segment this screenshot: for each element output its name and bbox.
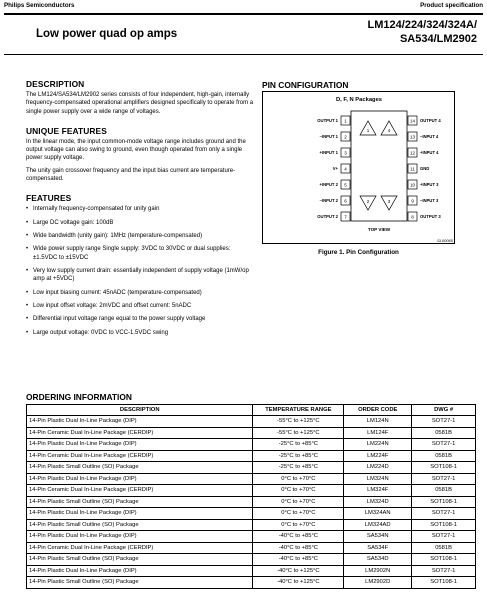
cell-description: 14-Pin Plastic Dual In-Line Package (DIP)	[27, 416, 253, 428]
cell-dwg: SOT108-1	[412, 496, 476, 508]
cell-description: 14-Pin Ceramic Dual In-Line Package (CERDIP)	[27, 427, 253, 439]
cell-temperature: -25°C to +85°C	[253, 450, 344, 462]
cell-temperature: 0°C to +70°C	[253, 496, 344, 508]
pin-label: +INPUT 1	[319, 150, 338, 156]
table-row	[27, 473, 476, 485]
table-row	[27, 554, 476, 566]
cell-dwg: SOT108-1	[412, 577, 476, 589]
table-row	[27, 485, 476, 497]
cell-order-code: LM324D	[344, 496, 412, 508]
pin-number: 7	[344, 214, 347, 220]
table-row	[27, 439, 476, 451]
pin-label: V+	[332, 166, 338, 172]
feature-item: • Low input offset voltage: 2mVDC and offset current: 5nADC	[26, 302, 254, 310]
pin-label: OUTPUT 2	[317, 214, 338, 220]
packages-label: D, F, N Packages	[335, 97, 383, 103]
cell-dwg: 0581B	[412, 427, 476, 439]
cell-dwg: SOT108-1	[412, 462, 476, 474]
page-header	[4, 2, 483, 12]
cell-order-code: LM2902D	[344, 577, 412, 589]
feature-item: • Wide bandwidth (unity gain): 1MHz (temperature-compensated)	[26, 232, 254, 240]
amp-label-4: 4	[387, 128, 391, 133]
pin-number: 5	[344, 182, 347, 188]
cell-order-code: LM324AD	[344, 519, 412, 531]
pin-number: 13	[409, 134, 416, 140]
table-header-row	[27, 405, 476, 416]
cell-description: 14-Pin Plastic Small Outline (SO) Package	[27, 577, 253, 589]
pin-label: –INPUT 4	[420, 134, 439, 140]
cell-order-code: LM124N	[344, 416, 412, 428]
cell-order-code: LM224F	[344, 450, 412, 462]
unique-features-heading: UNIQUE FEATURES	[26, 125, 107, 136]
pin-number: 11	[410, 166, 415, 172]
ordering-table-body	[27, 416, 476, 589]
feature-item: • Internally frequency-compensated for unity gain	[26, 205, 254, 213]
cell-temperature: 0°C to +70°C	[253, 485, 344, 497]
feature-item: • Large DC voltage gain: 100dB	[26, 219, 254, 227]
cell-temperature: -55°C to +125°C	[253, 416, 344, 428]
description-heading: DESCRIPTION	[26, 79, 85, 89]
ordering-table	[26, 404, 476, 589]
cell-dwg: SOT27-1	[412, 473, 476, 485]
right-pins	[408, 116, 441, 221]
cell-dwg: SOT27-1	[412, 531, 476, 543]
features-heading: FEATURES	[26, 193, 72, 204]
pin-config-figure	[262, 91, 455, 244]
pin-number: 14	[409, 118, 416, 124]
page-title: Low power quad op amps	[36, 28, 178, 40]
table-row	[27, 531, 476, 543]
cell-description: 14-Pin Plastic Small Outline (SO) Package	[27, 554, 253, 566]
pin-label: OUTPUT 4	[420, 118, 441, 124]
cell-description: 14-Pin Plastic Small Outline (SO) Package	[27, 462, 253, 474]
cell-description: 14-Pin Ceramic Dual In-Line Package (CERDIP)	[27, 450, 253, 462]
unique-features-p2: The unity gain crossover frequency and the input bias current are temperature-compensated.	[26, 167, 236, 182]
part-line-1: LM124/224/324/324A/	[367, 19, 477, 31]
cell-temperature: -25°C to +85°C	[253, 439, 344, 451]
part-numbers	[368, 18, 477, 46]
cell-dwg: SOT108-1	[412, 519, 476, 531]
cell-description: 14-Pin Ceramic Dual In-Line Package (CERDIP)	[27, 542, 253, 554]
cell-dwg: 0581B	[412, 450, 476, 462]
pin-number: 6	[344, 198, 347, 204]
left-pins	[317, 116, 350, 221]
cell-order-code: LM224D	[344, 462, 412, 474]
amp-label-3: 3	[387, 199, 391, 204]
table-row	[27, 462, 476, 474]
pin-number: 8	[411, 214, 414, 220]
cell-temperature: -40°C to +85°C	[253, 531, 344, 543]
cell-temperature: -55°C to +125°C	[253, 427, 344, 439]
cell-order-code: LM324AN	[344, 508, 412, 520]
cell-order-code: LM324N	[344, 473, 412, 485]
cell-temperature: 0°C to +70°C	[253, 508, 344, 520]
cell-temperature: 0°C to +70°C	[253, 473, 344, 485]
amp-label-1: 1	[366, 128, 370, 133]
table-row	[27, 427, 476, 439]
cell-dwg: 0581B	[412, 542, 476, 554]
pin-number: 2	[344, 134, 347, 140]
feature-item: • Low input biasing current: 45nADC (temperature-compensated)	[26, 289, 254, 297]
table-row	[27, 450, 476, 462]
pin-number: 1	[344, 118, 347, 124]
pin-number: 4	[344, 166, 347, 172]
cell-description: 14-Pin Plastic Dual In-Line Package (DIP)	[27, 565, 253, 577]
cell-temperature: -40°C to +125°C	[253, 577, 344, 589]
table-row	[27, 577, 476, 589]
cell-temperature: -25°C to +85°C	[253, 462, 344, 474]
cell-order-code: LM224N	[344, 439, 412, 451]
package-body	[351, 111, 407, 221]
figure-caption: Figure 1. Pin Configuration	[318, 249, 399, 256]
table-row	[27, 416, 476, 428]
feature-item: • Very low supply current drain: essentially independent of supply voltage (1mW/op amp at +5VDC)	[26, 267, 254, 283]
cell-order-code: LM124F	[344, 427, 412, 439]
cell-order-code: LM2902N	[344, 565, 412, 577]
cell-dwg: SOT27-1	[412, 416, 476, 428]
cell-description: 14-Pin Plastic Dual In-Line Package (DIP)	[27, 508, 253, 520]
features-list	[26, 205, 254, 337]
pin-number: 10	[409, 182, 416, 188]
cell-temperature: 0°C to +70°C	[253, 519, 344, 531]
doc-type: Product specification	[420, 2, 483, 9]
pin-label: OUTPUT 3	[420, 214, 441, 220]
figure-code: SL00065	[436, 238, 453, 243]
cell-description: 14-Pin Plastic Small Outline (SO) Package	[27, 519, 253, 531]
table-row	[27, 519, 476, 531]
pin-number: 3	[344, 150, 347, 156]
pin-label: GND	[420, 166, 430, 172]
col-header-description: DESCRIPTION	[27, 405, 253, 416]
cell-description: 14-Pin Plastic Dual In-Line Package (DIP)	[27, 473, 253, 485]
feature-item: • Large output voltage: 0VDC to VCC-1.5VDC swing	[26, 329, 254, 337]
part-line-2: SA534/LM2902	[399, 33, 477, 45]
col-header-order-code: ORDER CODE	[344, 405, 412, 416]
col-header-dwg: DWG #	[412, 405, 476, 416]
cell-description: 14-Pin Plastic Small Outline (SO) Package	[27, 496, 253, 508]
cell-order-code: SA534D	[344, 554, 412, 566]
unique-features-p1: In the linear mode, the input common-mode voltage range includes ground and the output voltage can also swing to ground, even though operated from only a single power supply voltage.	[26, 139, 246, 162]
cell-dwg: SOT27-1	[412, 508, 476, 520]
unique-features-section	[26, 127, 254, 183]
pin-label: +INPUT 4	[420, 150, 439, 156]
cell-description: 14-Pin Plastic Dual In-Line Package (DIP)	[27, 439, 253, 451]
pin-number: 12	[409, 150, 416, 156]
cell-dwg: SOT27-1	[412, 439, 476, 451]
cell-order-code: LM324F	[344, 485, 412, 497]
cell-order-code: SA534N	[344, 531, 412, 543]
pin-config-heading: PIN CONFIGURATION	[262, 80, 349, 90]
description-text: The LM124/SA534/LM2902 series consists of four independent, high-gain, internally frequency-compensated operational amplifiers designed specifically to operate from a single power supply over a wide range of voltages.	[26, 92, 254, 115]
col-header-temperature: TEMPERATURE RANGE	[253, 405, 344, 416]
feature-item: • Differential input voltage range equal to the power supply voltage	[26, 315, 254, 323]
top-view-label: TOP VIEW	[367, 227, 391, 232]
description-section	[26, 80, 254, 116]
pin-label: OUTPUT 1	[317, 118, 338, 124]
cell-dwg: SOT27-1	[412, 565, 476, 577]
cell-description: 14-Pin Ceramic Dual In-Line Package (CERDIP)	[27, 485, 253, 497]
header-rule	[4, 13, 483, 15]
pin-diagram	[263, 92, 456, 245]
cell-dwg: 0581B	[412, 485, 476, 497]
cell-temperature: -40°C to +85°C	[253, 554, 344, 566]
cell-description: 14-Pin Plastic Dual In-Line Package (DIP)	[27, 531, 253, 543]
amp-label-2: 2	[366, 199, 370, 204]
table-row	[27, 508, 476, 520]
features-section	[26, 194, 254, 337]
left-column	[26, 80, 254, 348]
feature-item: • Wide power supply range Single supply: 3VDC to 30VDC or dual supplies: ±1.5VDC to ±15VDC	[26, 245, 254, 261]
company-name: Philips Semiconductors	[4, 2, 75, 9]
pin-number: 9	[411, 198, 414, 204]
header-rule-2	[4, 54, 483, 55]
pin-label: –INPUT 2	[319, 198, 338, 204]
cell-temperature: -40°C to +85°C	[253, 542, 344, 554]
pin-label: –INPUT 3	[420, 198, 439, 204]
ordering-heading: ORDERING INFORMATION	[26, 392, 132, 402]
cell-order-code: SA534F	[344, 542, 412, 554]
cell-dwg: SOT108-1	[412, 554, 476, 566]
table-row	[27, 496, 476, 508]
table-row	[27, 565, 476, 577]
pin-label: +INPUT 2	[319, 182, 338, 188]
pin-label: +INPUT 3	[420, 182, 439, 188]
cell-temperature: -40°C to +125°C	[253, 565, 344, 577]
pin-label: –INPUT 1	[319, 134, 338, 140]
table-row	[27, 542, 476, 554]
